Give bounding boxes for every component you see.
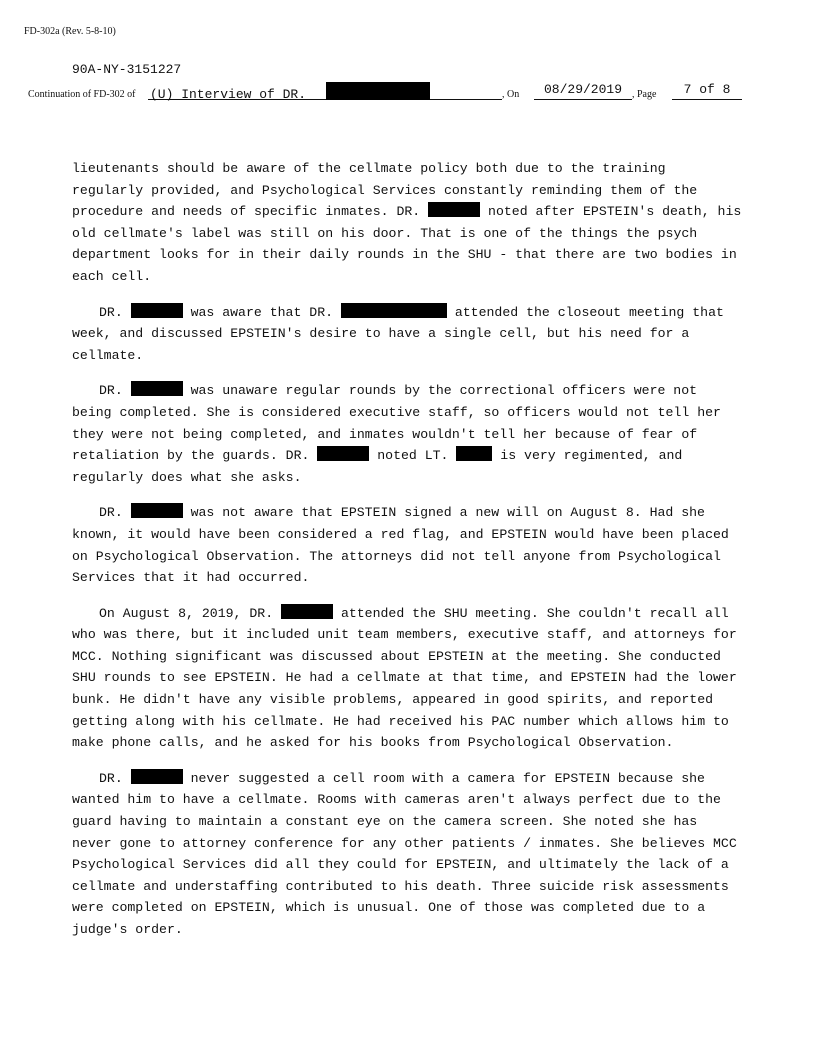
paragraph — [72, 502, 744, 588]
paragraph-text: DR. — [99, 304, 131, 320]
paragraph-text: DR. — [99, 505, 131, 521]
paragraph-text: is very regimented, and regularly does what she asks. — [72, 448, 691, 485]
continuation-row — [28, 82, 748, 104]
paragraph-text: was not aware that EPSTEIN signed a new will on August 8. Had she known, it would have been considered a red flag, and EPSTEIN would have been placed on Psychological Observation. The attorneys did not tell anyone from Psychological Services that it had occurred. — [72, 505, 737, 586]
redaction-block — [281, 604, 333, 619]
paragraph-text: noted after EPSTEIN's death, his old cellmate's label was still on his door. That is one of the things the psych department looks for in their daily rounds in the SHU - that there are two bodies in each cell. — [72, 204, 750, 284]
file-number: 90A-NY-3151227 — [72, 62, 182, 77]
paragraph-text: was aware that DR. — [182, 304, 341, 320]
subject-field — [148, 82, 502, 100]
interview-body — [72, 158, 750, 955]
subject-text: (U) Interview of DR. — [150, 87, 307, 102]
page-label: , Page — [632, 89, 657, 100]
paragraph-text: DR. — [99, 770, 131, 786]
paragraph — [72, 302, 744, 367]
page-field: 7 of 8 — [672, 82, 742, 100]
redaction-block — [428, 202, 480, 217]
paragraph — [72, 768, 744, 941]
redaction-block — [341, 303, 447, 318]
paragraph-text: never suggested a cell room with a camera for EPSTEIN because she wanted him to have a cellmate. Rooms with cameras aren't always perfect due to the guard having to maintain a constant eye on the camera screen. She noted she has never gone to attorney conference for any other patients / inmates. She believes MCC Psychological Services did all they could for EPSTEIN, and ultimately the lack of a cellmate and understaffing contributed to his death. Three suicide risk assessments were completed on EPSTEIN, which is unusual. One of those was completed due to a judge's order. — [72, 770, 745, 937]
redaction-block — [131, 381, 183, 396]
paragraph — [72, 380, 744, 488]
paragraph-text: DR. — [99, 383, 131, 399]
paragraph-text: noted LT. — [369, 448, 457, 464]
paragraph — [72, 158, 750, 288]
paragraph-text: attended the SHU meeting. She couldn't recall all who was there, but it included unit team members, executive staff, and attorneys for MCC. Nothing significant was discussed about EPSTEIN at the meeting. She conducted SHU rounds to see EPSTEIN. He had a cellmate at that time, and EPSTEIN had the lower bunk. He didn't have any visible problems, appeared in good spirits, and reported getting along with his cellmate. He had received his PAC number which allows him to make phone calls, and he asked for his books from Psychological Observation. — [72, 605, 745, 751]
redaction-block — [326, 82, 430, 100]
paragraph-text: attended the closeout meeting that week, and discussed EPSTEIN's desire to have a single cell, but his need for a cellmate. — [72, 304, 732, 363]
redaction-block — [456, 446, 492, 461]
redaction-block — [131, 769, 183, 784]
redaction-block — [131, 503, 183, 518]
redaction-block — [131, 303, 183, 318]
paragraph-text: was unaware regular rounds by the correctional officers were not being completed. She is considered executive staff, so officers would not tell her they were not being completed, and inmates wouldn't tell her because of fear of retaliation by the guards. DR. — [72, 383, 729, 464]
redaction-block — [317, 446, 369, 461]
paragraph-text: lieutenants should be aware of the cellmate policy both due to the training regularly provided, and Psychological Services constantly reminding them of the procedure and needs of specific inmates. DR. — [72, 161, 706, 220]
paragraph-text: On August 8, 2019, DR. — [99, 605, 282, 621]
paragraph — [72, 603, 744, 754]
form-id: FD-302a (Rev. 5-8-10) — [24, 26, 116, 37]
on-label: , On — [502, 89, 520, 100]
date-field: 08/29/2019 — [534, 82, 632, 100]
continuation-label: Continuation of FD-302 of — [28, 89, 136, 100]
